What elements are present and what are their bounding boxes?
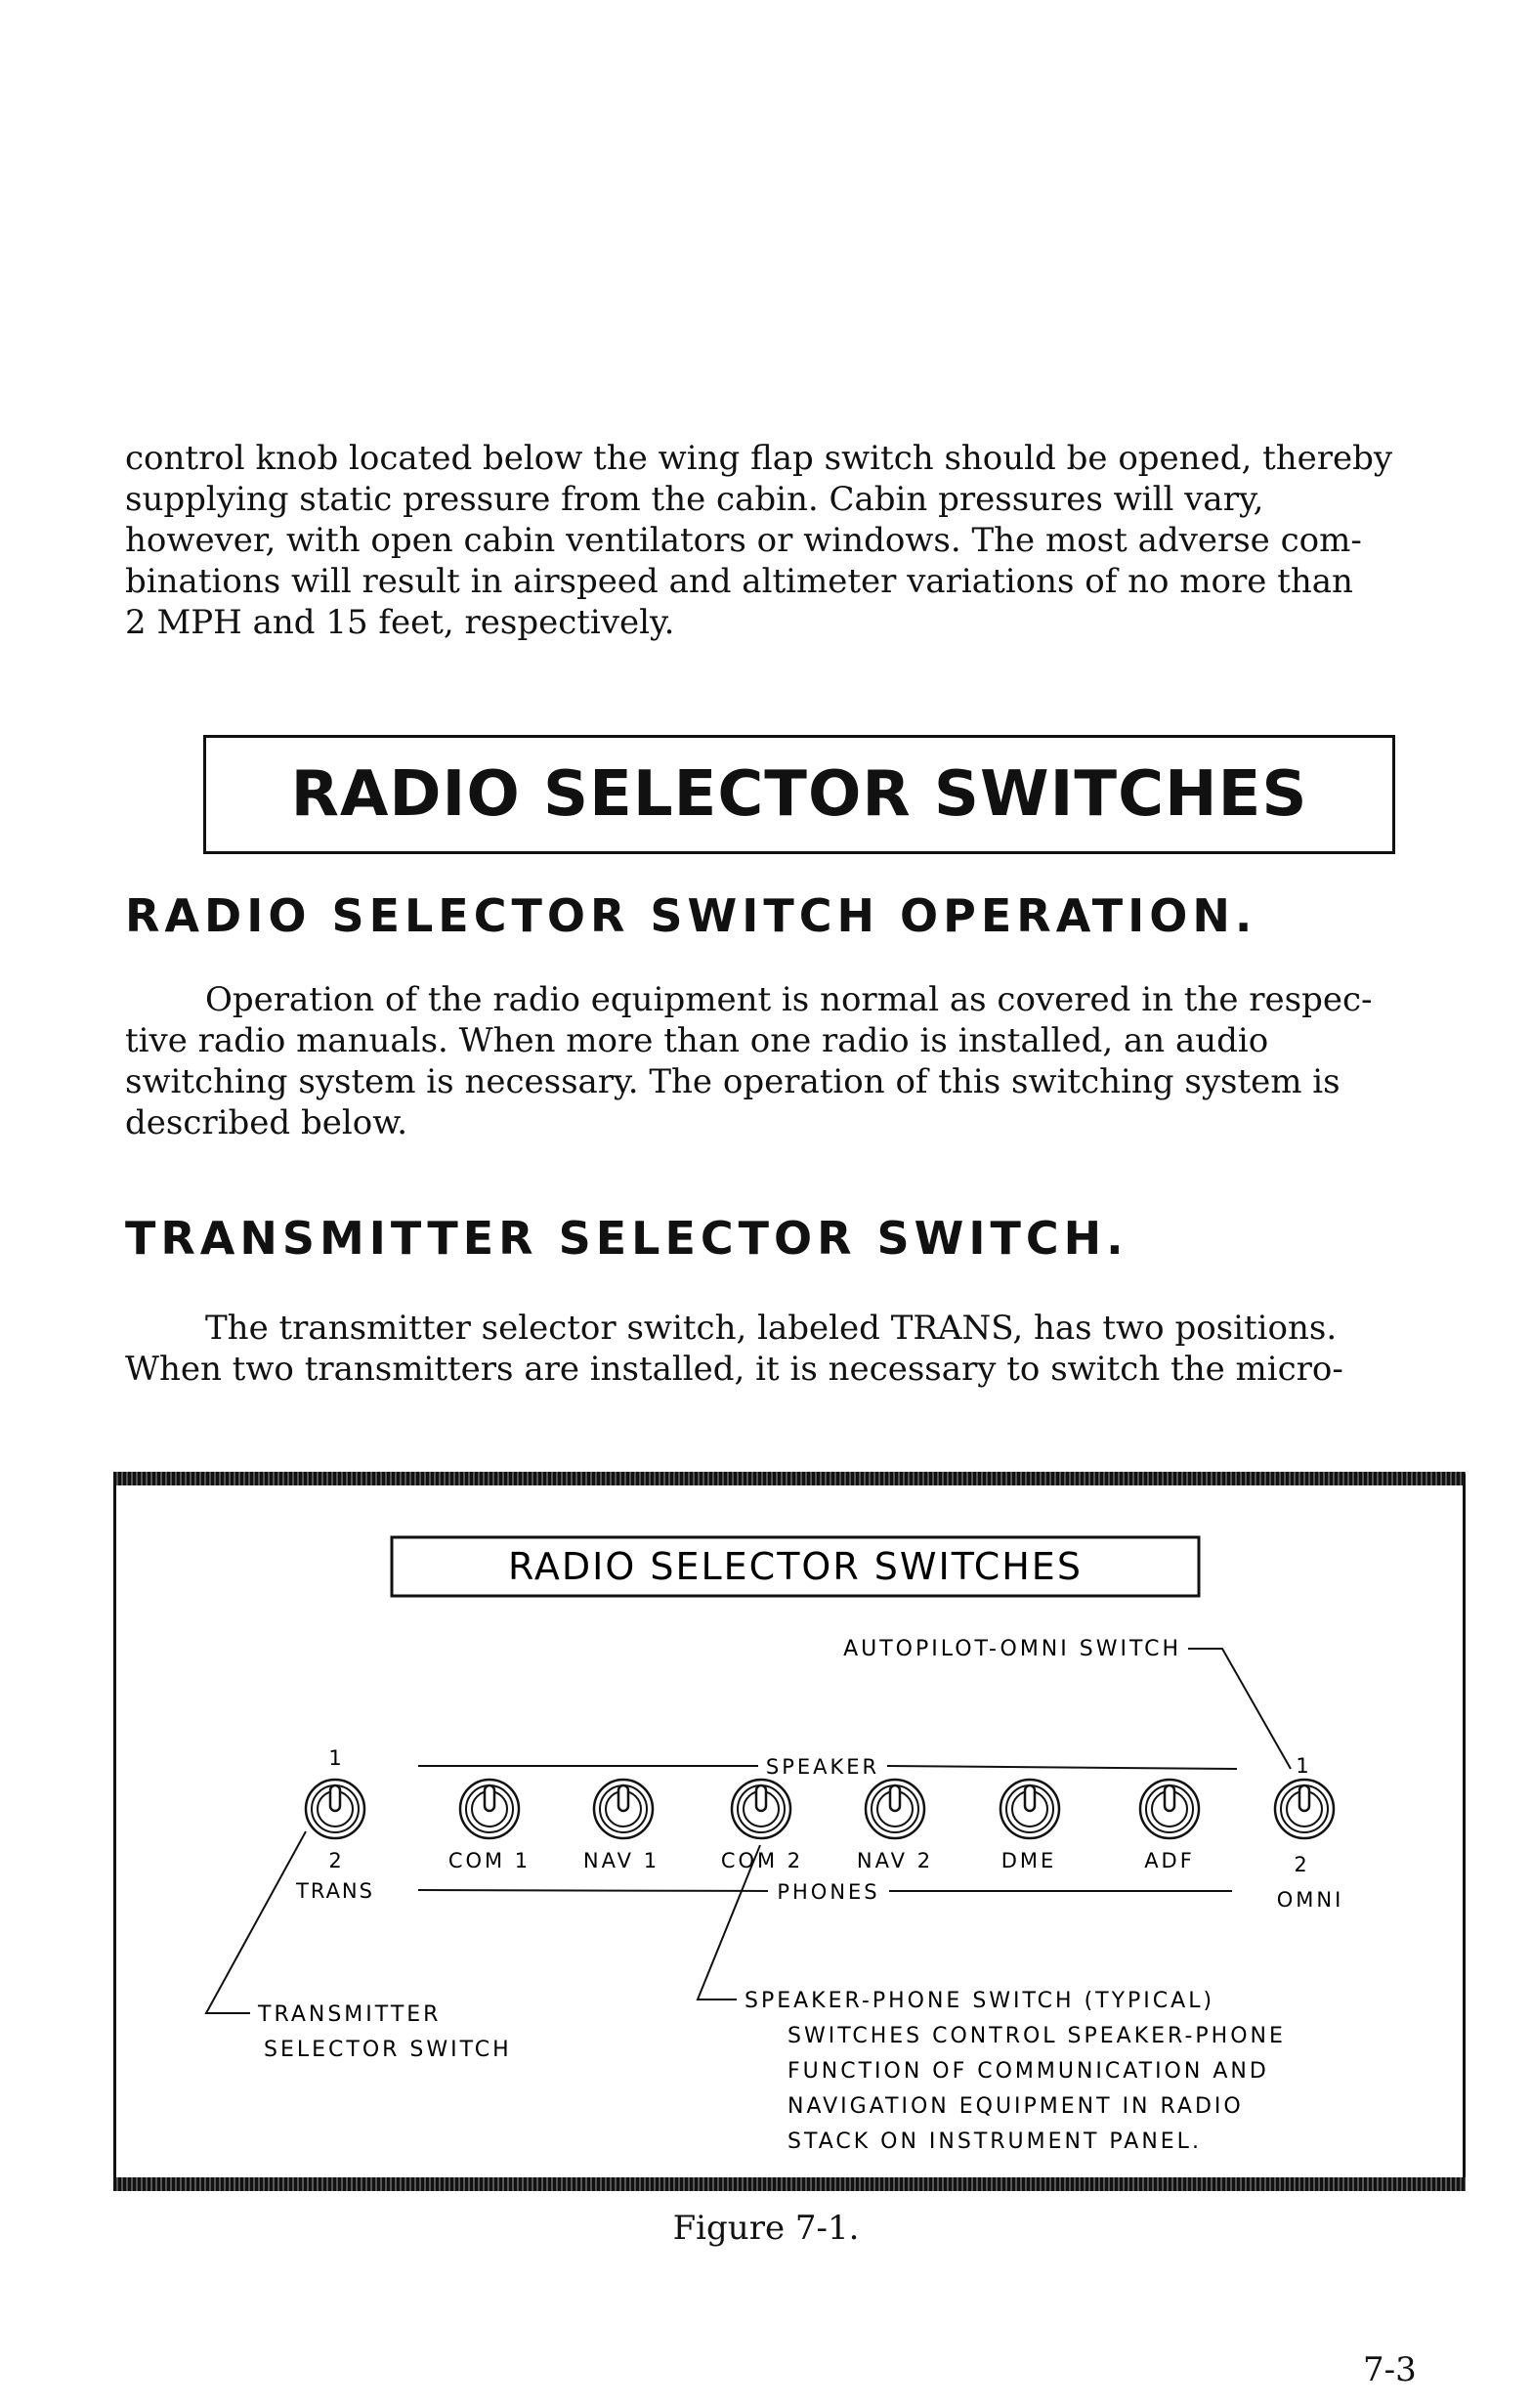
- omni-label: OMNI: [1276, 1888, 1344, 1912]
- dme-label: DME: [1000, 1849, 1057, 1872]
- adf-label: ADF: [1144, 1849, 1195, 1872]
- speaker-label: SPEAKER: [765, 1755, 880, 1779]
- autopilot-omni-label: AUTOPILOT-OMNI SWITCH: [843, 1637, 1181, 1661]
- transmitter-heading: TRANSMITTER SELECTOR SWITCH.: [125, 1212, 1128, 1265]
- com1-label: COM 1: [447, 1849, 532, 1872]
- transmitter-line: When two transmitters are installed, it is necessary to switch the micro-: [125, 1350, 1343, 1389]
- nav2-label: NAV 2: [856, 1849, 934, 1872]
- omni-switch-knob[interactable]: [1275, 1780, 1334, 1838]
- trans-position-1: 1: [328, 1746, 342, 1770]
- operation-line: Operation of the radio equipment is normal as covered in the respec-: [205, 980, 1373, 1019]
- radio-selector-diagram: [113, 1474, 1466, 2187]
- figure-caption: Figure 7-1.: [672, 2209, 860, 2248]
- operation-heading: RADIO SELECTOR SWITCH OPERATION.: [125, 889, 1257, 942]
- intro-paragraph: [125, 438, 1473, 643]
- speaker-phone-callout-line5: STACK ON INSTRUMENT PANEL.: [787, 2129, 1202, 2154]
- intro-line: 2 MPH and 15 feet, respectively.: [125, 603, 675, 642]
- speaker-phone-callout-line4: NAVIGATION EQUIPMENT IN RADIO: [787, 2094, 1244, 2119]
- operation-paragraph: [125, 979, 1473, 1143]
- com1-switch-knob[interactable]: [460, 1780, 519, 1838]
- trans-switch-knob[interactable]: [306, 1780, 364, 1838]
- section-title-box: [203, 735, 1395, 854]
- operation-line: tive radio manuals. When more than one radio is installed, an audio: [125, 1021, 1269, 1060]
- transmitter-paragraph: [125, 1308, 1473, 1390]
- nav1-label: NAV 1: [582, 1849, 660, 1872]
- panel-title: RADIO SELECTOR SWITCHES: [508, 1545, 1083, 1588]
- intro-line: supplying static pressure from the cabin. Cabin pressures will vary,: [125, 480, 1264, 519]
- autopilot-leader-line: [1188, 1649, 1291, 1769]
- speaker-phone-callout-line1: SPEAKER-PHONE SWITCH (TYPICAL): [745, 1989, 1215, 2013]
- trans-position-2: 2: [328, 1849, 342, 1872]
- adf-switch-knob[interactable]: [1140, 1780, 1199, 1838]
- speaker-bracket-right: [887, 1766, 1237, 1769]
- nav2-switch-knob[interactable]: [866, 1780, 924, 1838]
- omni-position-2: 2: [1294, 1853, 1307, 1876]
- com2-switch-knob[interactable]: [732, 1780, 790, 1838]
- page-number: 7-3: [1363, 2350, 1417, 2389]
- intro-line: however, with open cabin ventilators or windows. The most adverse com-: [125, 521, 1362, 560]
- speaker-phone-callout-line2: SWITCHES CONTROL SPEAKER-PHONE: [787, 2024, 1286, 2048]
- operation-line: described below.: [125, 1103, 408, 1142]
- speaker-phone-callout-line3: FUNCTION OF COMMUNICATION AND: [787, 2059, 1269, 2084]
- switch-row: [306, 1780, 1334, 1838]
- dme-switch-knob[interactable]: [1000, 1780, 1059, 1838]
- nav1-switch-knob[interactable]: [594, 1780, 653, 1838]
- transmitter-callout-line2: SELECTOR SWITCH: [264, 2038, 512, 2062]
- intro-line: binations will result in airspeed and altimeter variations of no more than: [125, 562, 1353, 601]
- phones-bracket-left: [418, 1890, 768, 1891]
- operation-line: switching system is necessary. The operation of this switching system is: [125, 1062, 1340, 1101]
- transmitter-line: The transmitter selector switch, labeled TRANS, has two positions.: [205, 1309, 1338, 1348]
- trans-label: TRANS: [296, 1879, 374, 1903]
- omni-position-1: 1: [1296, 1754, 1309, 1778]
- intro-line: control knob located below the wing flap switch should be opened, thereby: [125, 439, 1393, 478]
- section-title: RADIO SELECTOR SWITCHES: [290, 758, 1308, 831]
- transmitter-leader-line: [206, 1831, 306, 2013]
- com2-label: COM 2: [720, 1849, 804, 1872]
- phones-label: PHONES: [777, 1880, 880, 1904]
- transmitter-callout-line1: TRANSMITTER: [258, 2002, 442, 2027]
